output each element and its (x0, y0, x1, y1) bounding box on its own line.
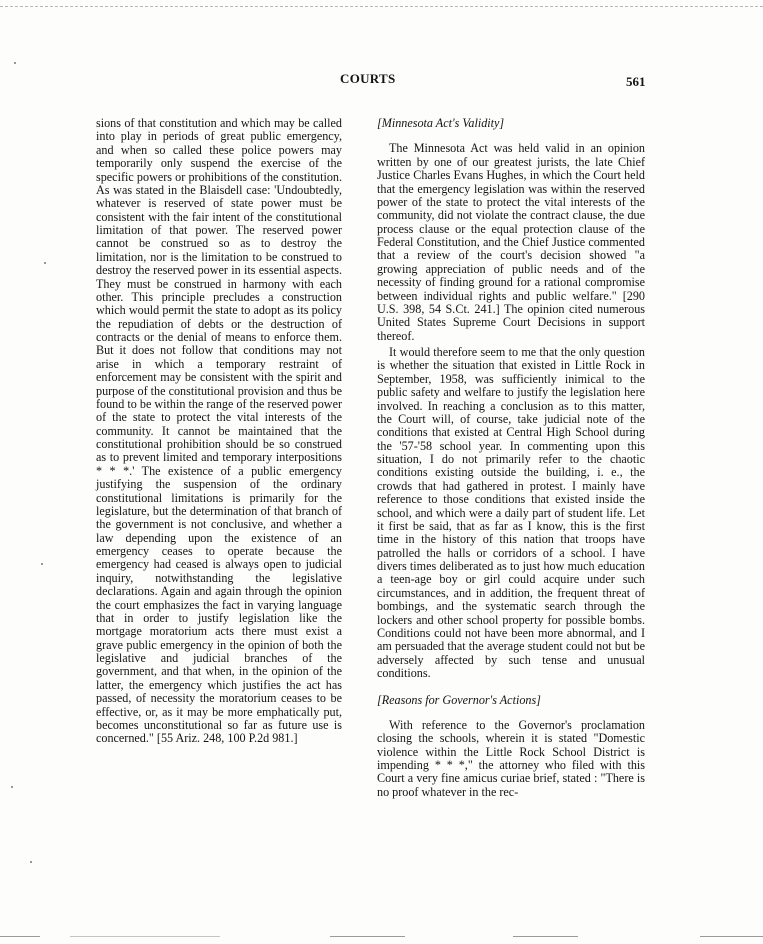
left-column (96, 117, 342, 746)
scan-top-edge (0, 6, 763, 7)
paragraph-governors-proclamation: With reference to the Governor's proclamation closing the schools, wherein it is stated "Domestic violence within the Little Rock School District is impending * * *," the attorney who filed with this Court a very fine amicus curiae brief, stated : "There is no proof whatever in the rec- (377, 717, 645, 799)
left-paragraph: sions of that constitution and which may be called into play in periods of great public emergency, and when so called these police powers may temporarily only suspend the exercise of the specific powers or prohibitions of the constitution. As was stated in the Blaisdell case: 'Undoubtedly, whatever is reserved of state power must be consistent with the fair intent of the constitutional limitation of that power. The reserved power cannot be construed so as to destroy the limitation, nor is the limitation to be construed to destroy the reserved power in its essential aspects. They must be construed in harmony with each other. This principle precludes a construction which would permit the state to adopt as its policy the repudiation of debts or the destruction of contracts or the denial of means to enforce them. But it does not follow that conditions may not arise in which a temporary restraint of enforcement may be consistent with the spirit and purpose of the constitutional provision and thus be found to be within the range of the reserved power of the state to protect the vital interests of the community. It cannot be maintained that the constitutional prohibition should be so construed as to prevent limited and temporary interpositions * * *.' The existence of a public emergency justifying the suspension of the ordinary constitutional limitations is primarily for the legislature, but the determination of that branch of the government is not conclusive, and whether a law depending upon the existence of an emergency ceases to operate because the emergency had ceased is always open to judicial inquiry, notwithstanding the legislative declarations. Again and again through the opinion the court emphasizes the fact in varying language that in order to justify legislation like the mortgage moratorium acts there must exist a grave public emergency in the opinion of both the legislative and judicial branches of the government, and that when, in the opinion of the latter, the emergency which justifies the act has passed, of necessity the moratorium ceases to be effective, or, as it may be more emphatically put, becomes unconstitutional so far as future use is concerned." [55 Ariz. 248, 100 P.2d 981.] (96, 116, 342, 746)
section-heading-minnesota-act: [Minnesota Act's Validity] (377, 116, 505, 130)
paragraph-minnesota-act: The Minnesota Act was held valid in an opinion written by one of our greatest jurists, the late Chief Justice Charles Evans Hughes, in which the Court held that the emergency legislation was within the reserved power of the state to protect the vital interests of the community, did not violate the contract clause, the due process clause or the equal protection clause of the Federal Constitution, and the Chief Justice commented that a review of the court's decision showed "a growing appreciation of public needs and of the necessity of finding ground for a rational compromise between individual rights and public welfare." [290 U.S. 398, 54 S.Ct. 241.] The opinion cited numerous United States Supreme Court Decisions in support thereof. (377, 141, 645, 343)
scan-speck (14, 62, 16, 64)
section-heading-governors-actions: [Reasons for Governor's Actions] (377, 693, 541, 708)
scan-bottom-edge (70, 936, 220, 937)
scan-bottom-edge (700, 936, 763, 937)
scan-speck (11, 786, 13, 788)
scan-bottom-edge (0, 936, 40, 937)
scan-speck (41, 563, 43, 565)
running-head: COURTS (340, 71, 396, 86)
scan-speck (30, 861, 32, 863)
scan-bottom-edge (513, 936, 578, 937)
page-header (0, 71, 763, 91)
scan-speck (44, 262, 46, 264)
scan-bottom-edge (330, 936, 405, 937)
paragraph-little-rock-situation: It would therefore seem to me that the only question is whether the situation that existed in Little Rock in September, 1958, was sufficiently inimical to the public safety and welfare to justify the legislation here involved. In reaching a conclusion as to this matter, the Court will, of course, take judicial note of the conditions that existed at Central High School during the '57-'58 school year. In commenting upon this situation, I do not primarily refer to the chaotic conditions existing outside the building, i. e., the crowds that had gathered in protest. I mainly have reference to those conditions that existed inside the school, and which were a daily part of student life. Let it first be said, that as far as I know, this is the first time in the history of this nation that troops have patrolled the halls or corridors of a school. I have divers times deliberated as to just how much education a teen-age boy or girl could acquire under such circumstances, and in addition, the frequent threat of bombings, and the systematic search through the lockers and other school property for possible bombs. Conditions could not have been more abnormal, and I am persuaded that the average student could not but be adversely affected by such tense and unusual conditions. (377, 345, 645, 680)
page-number: 561 (626, 74, 646, 89)
right-column (377, 117, 645, 799)
